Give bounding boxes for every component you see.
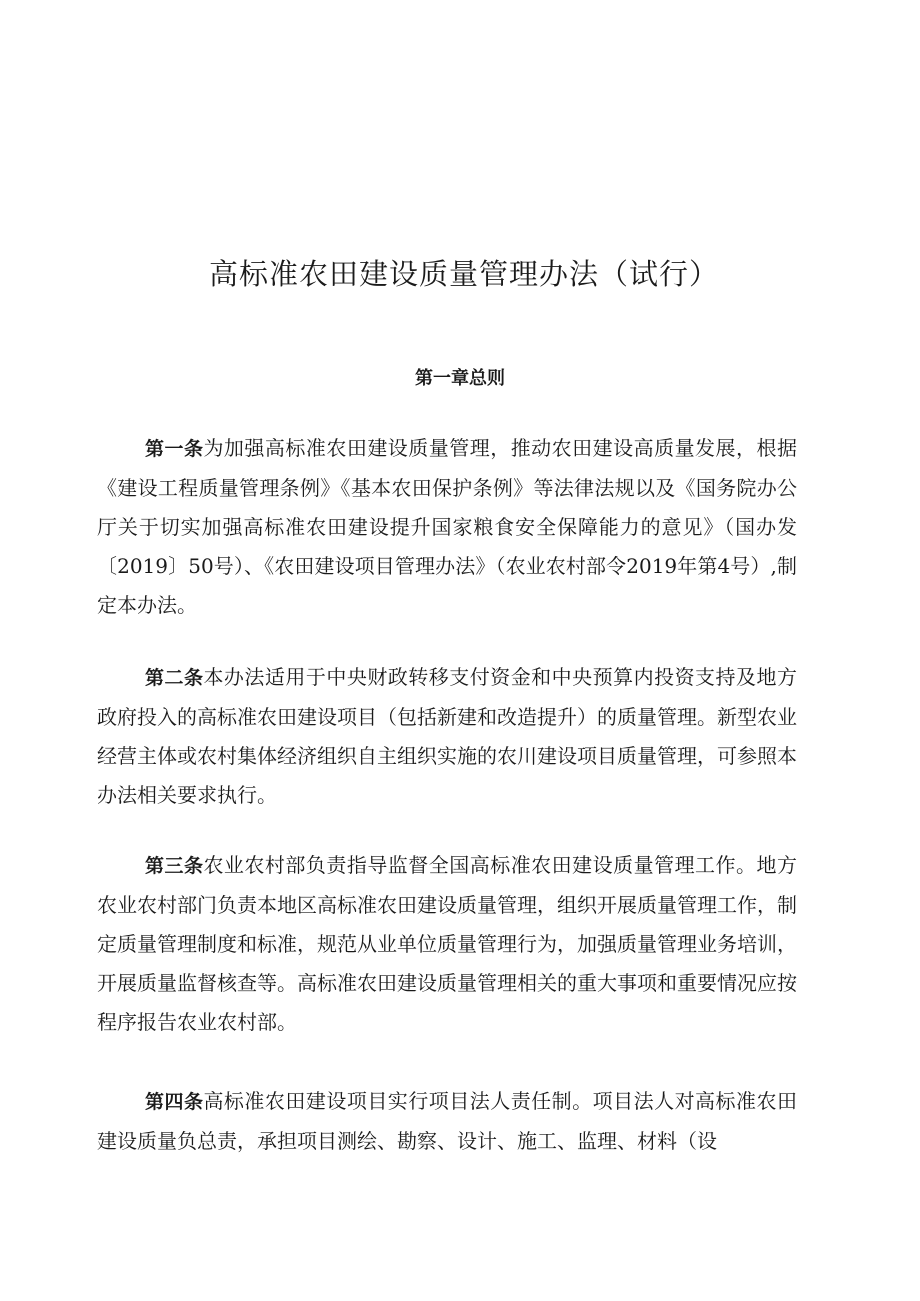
article-3-text: 农业农村部负责指导监督全国高标准农田建设质量管理工作。地方农业农村部门负责本地区高标准农田建设质量管理，组织开展质量管理工作，制定质量管理制度和标准，规范从业单位质量管理行为，加强质量管理业务培训，开展质量监督核查等。高标准农田建设质量管理相关的重大事项和重要情况应按程序报告农业农村部。 (97, 853, 797, 1034)
article-3 (97, 846, 797, 1042)
article-4-text: 高标准农田建设项目实行项目法人责任制。项目法人对高标准农田建设质量负总责，承担项目测绘、勘察、设计、施工、监理、材料（设 (97, 1089, 797, 1153)
article-2 (97, 658, 797, 815)
article-2-label: 第二条 (145, 667, 204, 689)
chapter-heading: 第一章总则 (415, 368, 505, 389)
article-2-text: 本办法适用于中央财政转移支付资金和中央预算内投资支持及地方政府投入的高标准农田建设项目（包括新建和改造提升）的质量管理。新型农业经营主体或农村集体经济组织自主组织实施的农川建设项目质量管理，可参照本办法相关要求执行。 (97, 665, 797, 807)
article-4-label: 第四条 (145, 1091, 204, 1113)
article-1 (97, 429, 797, 625)
article-1-label: 第一条 (145, 438, 204, 460)
document-title: 高标准农田建设质量管理办法（试行） (208, 257, 719, 291)
article-1-text: 为加强高标准农田建设质量管理，推动农田建设高质量发展，根据《建设工程质量管理条例》《基本农田保护条例》等法律法规以及《国务院办公厅关于切实加强高标准农田建设提升国家粮食安全保障能力的意见》（国办发〔2019〕50号）、《农田建设项目管理办法》（农业农村部令2019年第4号）,制定本办法。 (97, 436, 797, 617)
article-3-label: 第三条 (145, 855, 204, 877)
article-4 (97, 1082, 797, 1161)
